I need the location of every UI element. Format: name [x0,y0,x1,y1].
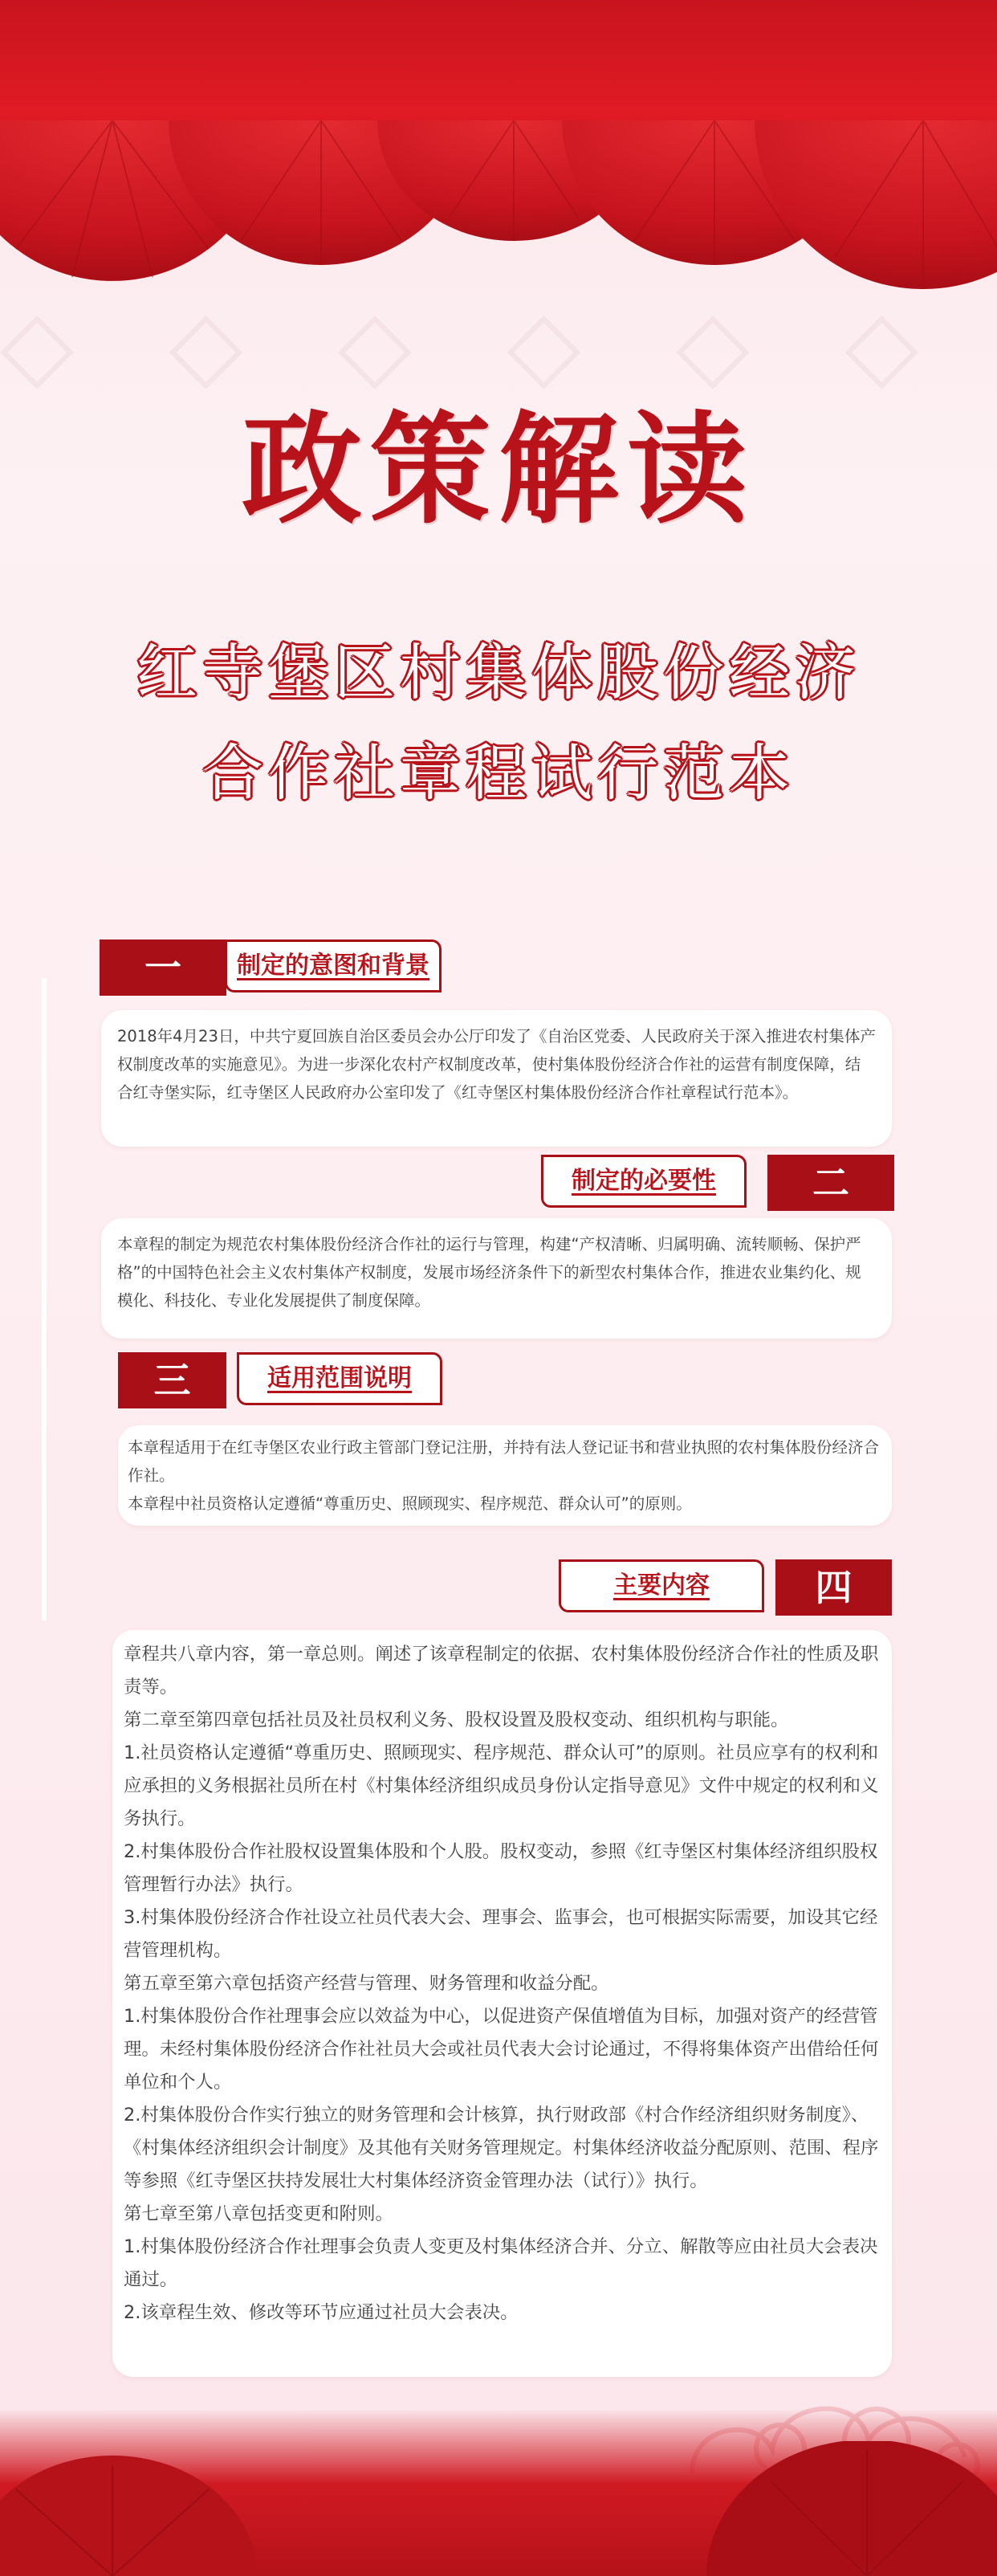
section-4-number: 四 [775,1559,892,1616]
section-4-paragraph: 1.社员资格认定遵循“尊重历史、照顾现实、程序规范、群众认可”的原则。社员应享有的权利和应承担的义务根据社员所在村《村集体经济组织成员身份认定指导意见》文件中规定的权利和义务执行。 [124,1742,879,1829]
section-1-heading: 制定的意图和背景 [225,940,442,992]
paper-fan-decoration [0,120,997,329]
section-3-header [118,1352,455,1408]
section-4-paragraph: 1.村集体股份经济合作社理事会负责人变更及村集体经济合并、分立、解散等应由社员大会表决通过。 [124,2236,878,2290]
subtitle-line-1: 红寺堡区村集体股份经济 [136,637,861,708]
section-4-paragraph: 第二章至第四章包括社员及社员权利义务、股权设置及股权变动、组织机构与职能。 [124,1710,789,1730]
section-4-paragraph: 第五章至第六章包括资产经营与管理、财务管理和收益分配。 [124,1973,609,1994]
decorative-side-line [42,978,47,1620]
section-4-paragraph: 2.村集体股份合作社股权设置集体股和个人股。股权变动，参照《红寺堡区村集体经济组织股权管理暂行办法》执行。 [124,1841,878,1895]
section-1-card [101,1010,892,1147]
section-4-paragraph: 2.村集体股份合作实行独立的财务管理和会计核算，执行财政部《村合作经济组织财务制度》、《村集体经济组织会计制度》及其他有关财务管理规定。村集体经济收益分配原则、范围、程序等参照《红寺堡区扶持发展壮大村集体经济资金管理办法（试行）》执行。 [124,2105,879,2191]
bottom-fan-decoration [0,2441,997,2576]
section-4-card [112,1630,892,2377]
section-4-header [559,1559,896,1616]
section-3-paragraph-1: 本章程适用于在红寺堡区农业行政主管部门登记注册，并持有法人登记证书和营业执照的农村集体股份经济合作社。 [128,1438,880,1485]
section-3-heading: 适用范围说明 [237,1352,442,1405]
section-1-paragraph: 2018年4月23日，中共宁夏回族自治区委员会办公厅印发了《自治区党委、人民政府关于深入推进农村集体产权制度改革的实施意见》。为进一步深化农村产权制度改革，使村集体股份经济合作社的运营有制度保障，结合红寺堡实际，红寺堡区人民政府办公室印发了《红寺堡区村集体股份经济合作社章程试行范本》。 [117,1027,876,1102]
section-2-heading: 制定的必要性 [541,1155,747,1208]
section-1-number: 一 [100,940,226,996]
section-4-paragraph: 第七章至第八章包括变更和附则。 [124,2203,393,2224]
section-3-paragraph-2: 本章程中社员资格认定遵循“尊重历史、照顾现实、程序规范、群众认可”的原则。 [128,1494,692,1513]
section-2-card [101,1218,892,1339]
section-4-paragraph: 3.村集体股份经济合作社设立社员代表大会、理事会、监事会，也可根据实际需要，加设其它经营管理机构。 [124,1907,878,1961]
section-1-header [100,940,461,996]
section-4-paragraph: 1.村集体股份合作社理事会应以效益为中心，以促进资产保值增值为目标，加强对资产的经营管理。未经村集体股份经济合作社社员大会或社员代表大会讨论通过，不得将集体资产出借给任何单位和个人。 [124,2006,879,2093]
background-pattern: ◇ ◇ ◇ ◇ ◇ ◇ [0,289,951,401]
section-2-number: 二 [767,1155,894,1211]
section-2-header [541,1155,894,1211]
page-title: 政策解读 [241,399,755,540]
section-4-paragraph: 2.该章程生效、修改等环节应通过社员大会表决。 [124,2302,519,2323]
section-3-number: 三 [118,1352,226,1408]
section-4-paragraph: 章程共八章内容，第一章总则。阐述了该章程制定的依据、农村集体股份经济合作社的性质及职责等。 [124,1644,879,1698]
subtitle-line-2: 合作社章程试行范本 [202,737,795,809]
section-2-paragraph: 本章程的制定为规范农村集体股份经济合作社的运行与管理，构建“产权清晰、归属明确、流转顺畅、保护严格”的中国特色社会主义农村集体产权制度，发展市场经济条件下的新型农村集体合作，推进农业集约化、规模化、科技化、专业化发展提供了制度保障。 [117,1235,861,1310]
section-4-heading: 主要内容 [559,1559,764,1612]
section-3-card [118,1425,892,1526]
